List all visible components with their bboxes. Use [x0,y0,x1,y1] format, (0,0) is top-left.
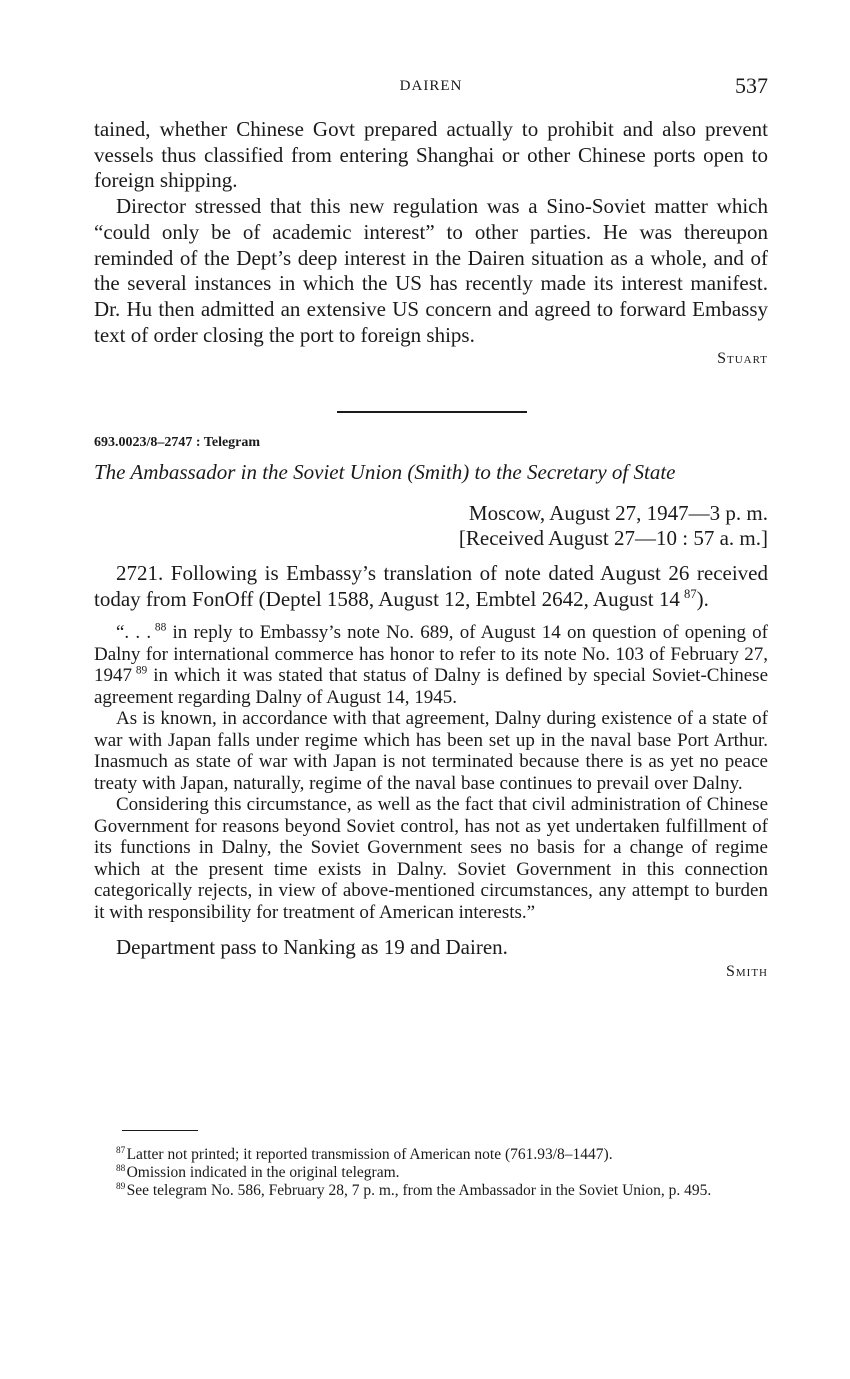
quote-paragraph-2: As is known, in accordance with that agreement, Dalny during existence of a state of war with Japan falls under regime which has been set up in the naval base Port Arthur. Inasmuch as state of war with Japan is not terminated because there is as yet no peace treaty with Japan, naturally, regime of the naval base continues to prevail over Dalny. [94,708,768,794]
footnote-mark: 87 [116,1145,126,1156]
closing-line: Department pass to Nanking as 19 and Dairen. [116,935,508,960]
footnote-text: Omission indicated in the original telegram. [126,1164,400,1181]
continuation-paragraph-2: Director stressed that this new regulation was a Sino-Soviet matter which “could only be of academic interest” to other parties. He was thereupon reminded of the Dept’s deep interest in the Dairen situation as a whole, and of the several instances in which the US has recently made its interest manifest. Dr. Hu then admitted an extensive US concern and agreed to forward Embassy text of order closing the port to foreign ships. [94,194,768,347]
page-number: 537 [735,73,768,98]
footnotes-section [94,1146,768,1200]
quote-text-1b: in which it was stated that status of Dalny is defined by special Soviet-Chinese agreement regarding Dalny of August 14, 1945. [94,665,768,708]
telegram-section [94,435,768,981]
signature-stuart: Stuart [717,350,768,368]
document-title: The Ambassador in the Soviet Union (Smith) to the Secretary of State [94,460,676,484]
quote-text-1a: in reply to Embassy’s note No. 689, of August 14 on question of opening of Dalny for international commerce has honor to refer to its note No. 103 of February 27, 1947 [94,622,769,687]
received-line: [Received August 27—10 : 57 a. m.] [458,526,768,550]
footnote-ref-87[interactable]: 87 [684,586,697,601]
intro-paragraph [94,561,768,612]
footnote-mark: 89 [116,1181,126,1192]
footnote-89 [94,1182,768,1200]
file-reference: 693.0023/8–2747 : Telegram [94,435,261,450]
footnote-text: Latter not printed; it reported transmission of American note (761.93/8–1447). [126,1146,613,1163]
footnote-87 [94,1146,768,1164]
page-header [94,74,768,98]
signature-smith: Smith [725,963,768,981]
section-divider [337,411,527,413]
continuation-paragraph-1: tained, whether Chinese Govt prepared actually to prohibit and also prevent vessels thus classified from entering Shanghai or other Chinese ports open to foreign shipping. [94,117,768,193]
footnote-88 [94,1164,768,1182]
quote-paragraph-1 [94,622,768,708]
footnote-mark: 88 [116,1163,126,1174]
intro-text: 2721. Following is Embassy’s translation of note dated August 26 received today from FonOff (Deptel 1588, August 12, Embtel 2642, August 14 [94,561,768,611]
footnote-text: See telegram No. 586, February 28, 7 p. m., from the Ambassador in the Soviet Union, p. 495. [126,1182,712,1199]
quote-open: “. . . [116,622,152,644]
footnote-ref-88[interactable]: 88 [154,622,167,635]
dateline: Moscow, August 27, 1947—3 p. m. [468,501,768,525]
quote-paragraph-3: Considering this circumstance, as well as the fact that civil administration of Chinese Government for reasons beyond Soviet control, has not as yet undertaken fulfillment of its functions in Dalny, the Soviet Government sees no basis for a change of regime which at the present time exists in Dalny. Soviet Government in this connection categorically rejects, in view of above-mentioned circumstances, any attempt to burden it with responsibility for treatment of American interests.” [94,794,768,923]
intro-end: ). [696,586,709,611]
continuation-section [94,117,768,368]
footnote-divider [122,1130,198,1131]
running-title: DAIREN [399,78,463,94]
footnote-ref-89[interactable]: 89 [135,665,148,678]
